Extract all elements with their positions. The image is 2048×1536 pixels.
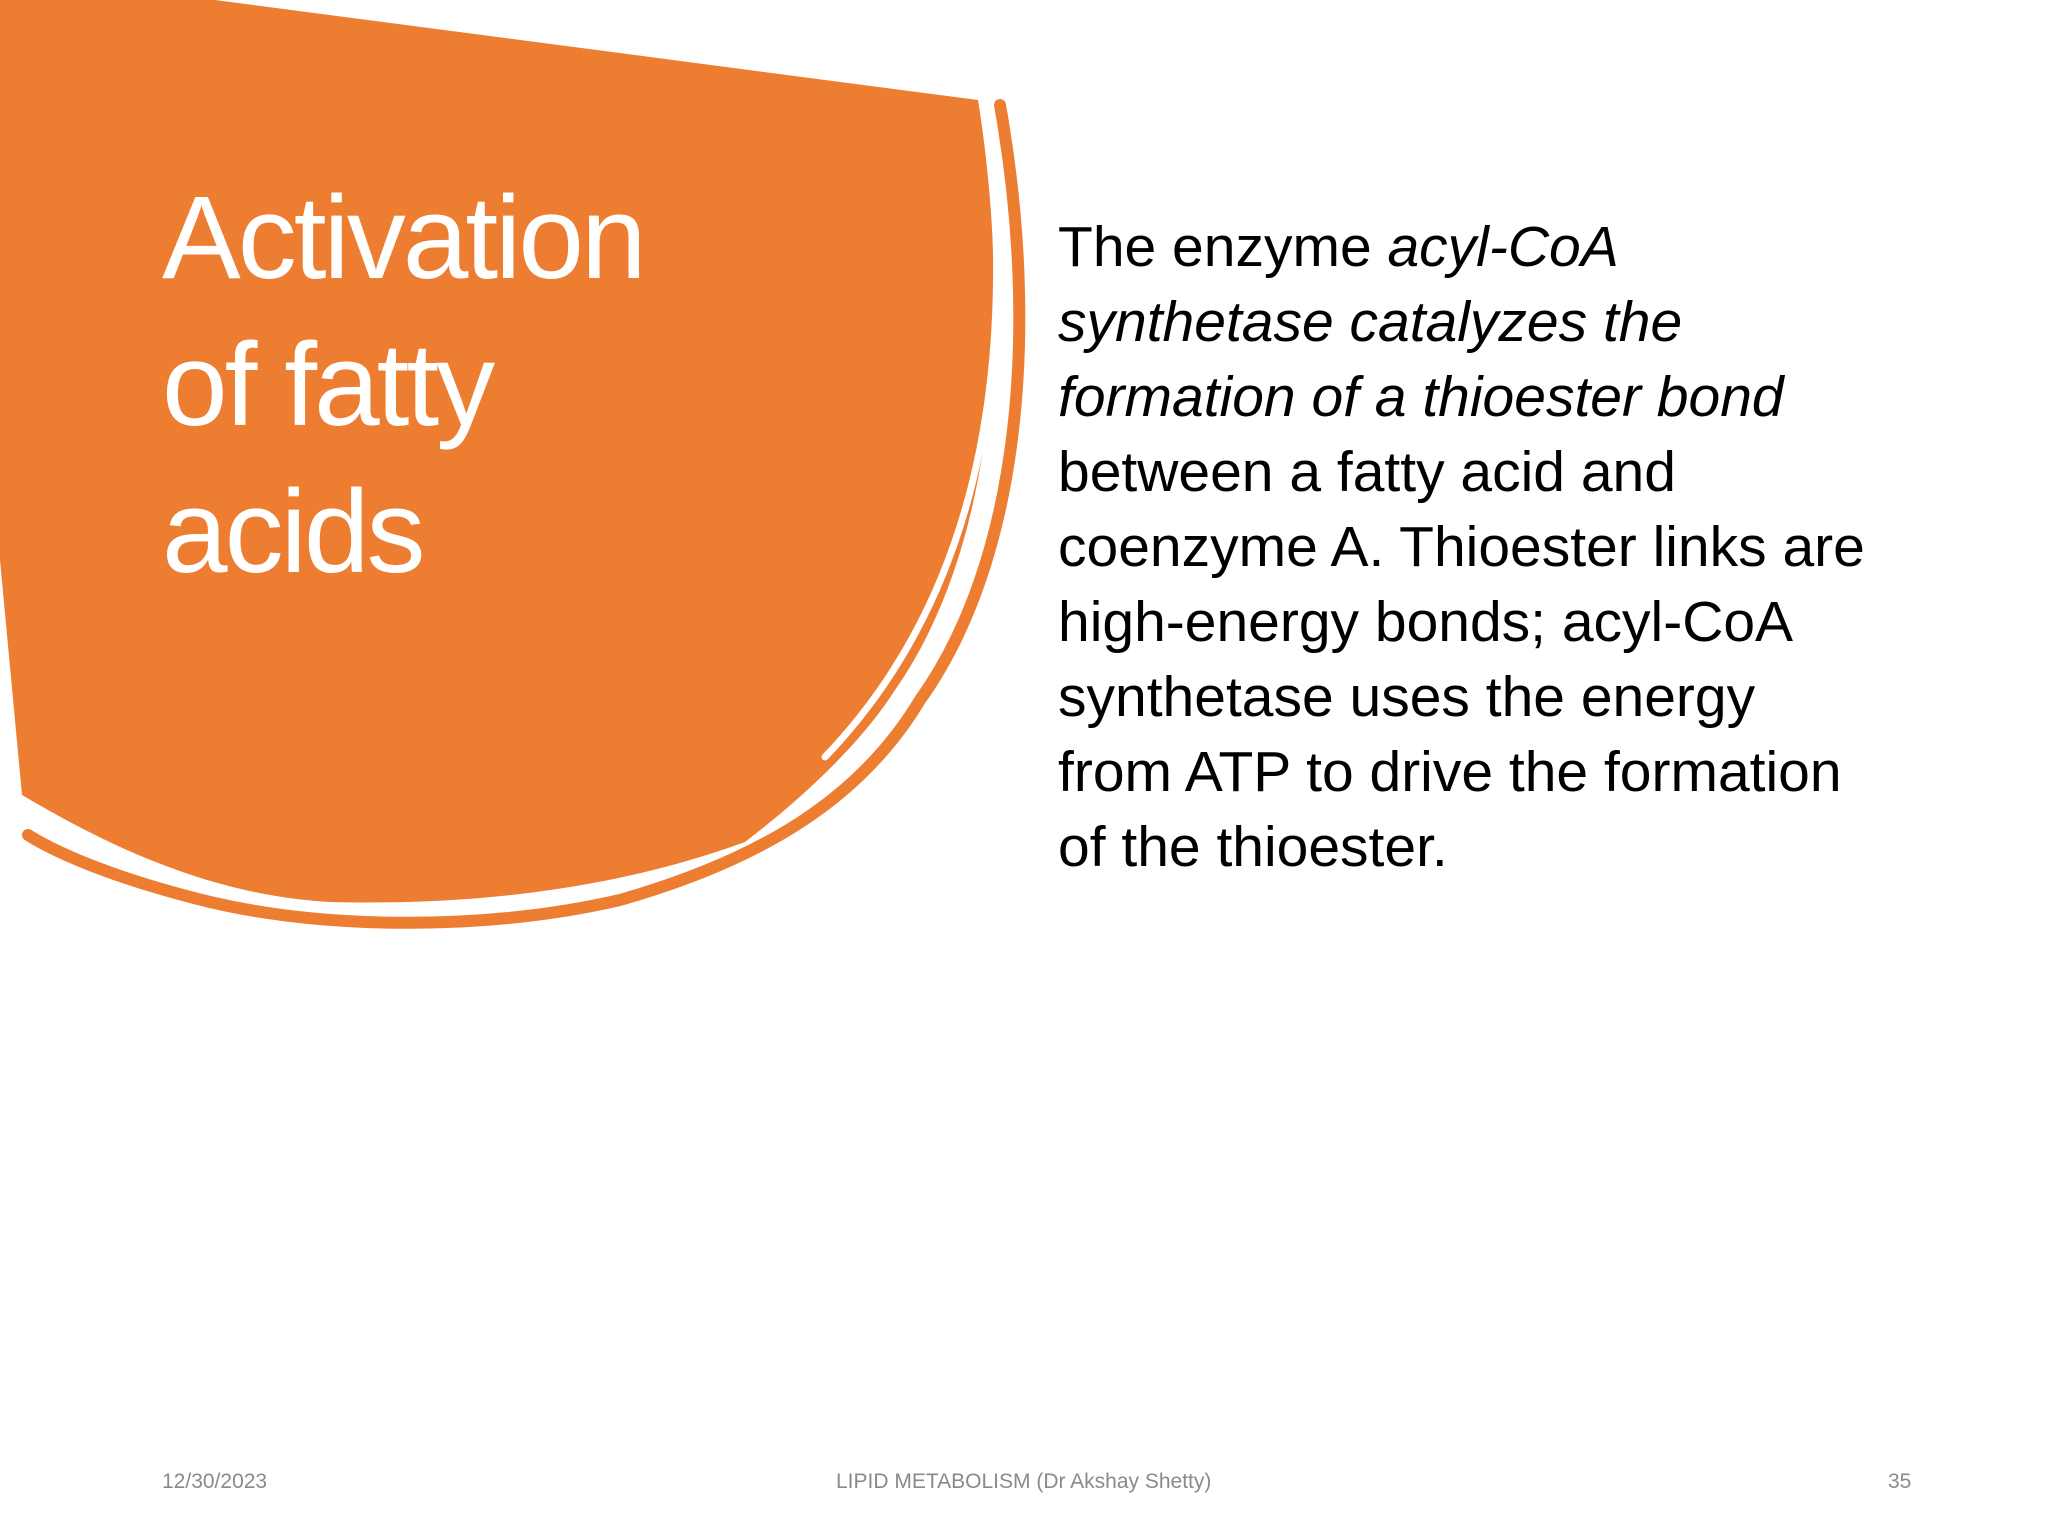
body-paragraph — [1058, 210, 1988, 885]
title-line-1: Activation — [162, 172, 644, 304]
body-line-5: coenzyme A. Thioester links are — [1058, 515, 1865, 579]
body-line-9: of the thioester. — [1058, 815, 1448, 879]
body-line-1 — [1058, 210, 1988, 285]
body-line-1-italic: acyl-CoA — [1387, 215, 1619, 279]
body-line-3 — [1058, 360, 1988, 435]
body-line-6: high-energy bonds; acyl-CoA — [1058, 590, 1794, 654]
body-line-2-italic: synthetase catalyzes the — [1058, 290, 1683, 354]
body-line-8: from ATP to drive the formation — [1058, 740, 1842, 804]
footer-title: LIPID METABOLISM (Dr Akshay Shetty) — [836, 1470, 1212, 1493]
body-line-3-italic: formation of a thioester bond — [1058, 365, 1784, 429]
slide-number: 35 — [1888, 1470, 1912, 1493]
body-line-1-plain: The enzyme — [1058, 215, 1388, 279]
title-line-2: of fatty — [162, 319, 493, 451]
title-line-3: acids — [162, 466, 423, 598]
body-line-4: between a fatty acid and — [1058, 440, 1676, 504]
body-line-2 — [1058, 285, 1988, 360]
slide-title — [162, 165, 862, 606]
footer-date: 12/30/2023 — [162, 1470, 268, 1493]
body-line-7: synthetase uses the energy — [1058, 665, 1756, 729]
